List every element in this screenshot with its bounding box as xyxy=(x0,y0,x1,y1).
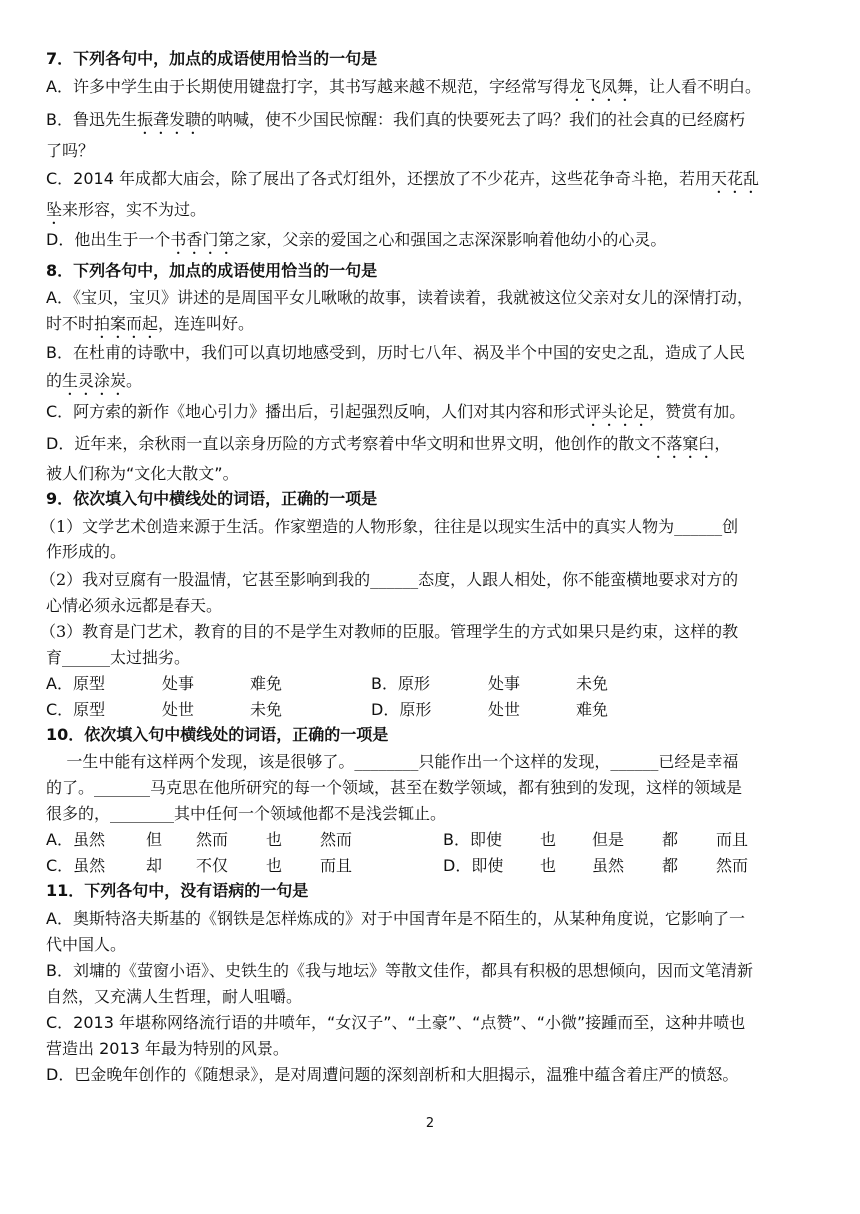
page-number: 2 xyxy=(425,1116,435,1131)
q11-option-c: C．2013 年堪称网络流行语的井喷年，“女汉子”、“土豪”、“点赞”、“小微”接踵而至，这种井喷也 xyxy=(46,1013,746,1032)
q10-option-a-5: 然而 xyxy=(320,830,353,849)
q10-option-b-1: B．即使 xyxy=(443,830,502,849)
q8-title: 8．下列各句中，加点的成语使用恰当的一句是 xyxy=(46,261,378,280)
q11-option-b: B．刘墉的《萤窗小语》、史铁生的《我与地坛》等散文佳作，都具有积极的思想倾向，因而文笔清新 xyxy=(46,961,753,980)
q9-option-d-3: 难免 xyxy=(576,700,609,719)
q8-option-d: D．近年来，余秋雨一直以亲身历险的方式考察着中华文明和世界文明，他创作的散文不落窠臼， xyxy=(46,434,731,453)
q9-sentence-2-cont: 心情必须永远都是春天。 xyxy=(46,596,223,615)
q9-option-c-2: 处世 xyxy=(162,700,195,719)
q9-sentence-3: （3）教育是门艺术，教育的目的不是学生对教师的臣服。管理学生的方式如果只是约束，这样的教 xyxy=(40,622,739,641)
q9-option-c-1: C．原型 xyxy=(46,700,106,719)
q11-option-d: D．巴金晚年创作的《随想录》，是对周遭问题的深刻剖析和大胆揭示，温雅中蕴含着庄严的愤怒。 xyxy=(46,1065,739,1084)
q8-c-idiom: 评头论足 xyxy=(585,402,650,421)
q11-title: 11．下列各句中，没有语病的一句是 xyxy=(46,881,309,900)
q9-option-a-3: 难免 xyxy=(250,674,283,693)
q9-option-c-3: 未免 xyxy=(250,700,283,719)
q11-option-c-cont: 营造出 2013 年最为特别的风景。 xyxy=(46,1039,289,1058)
q8-a-idiom: 拍案而起 xyxy=(94,314,159,333)
q10-option-b-5: 而且 xyxy=(716,830,749,849)
q10-option-a-3: 然而 xyxy=(196,830,229,849)
q11-option-a: A．奥斯特洛夫斯基的《钢铁是怎样炼成的》对于中国青年是不陌生的，从某种角度说，它影响了一 xyxy=(46,909,745,928)
q8-b-idiom: 生灵涂炭 xyxy=(62,371,127,390)
q7-c-idiom: 天花乱 xyxy=(710,169,759,188)
q7-option-c-cont: 坠来形容，实不为过。 xyxy=(46,200,207,219)
q7-option-c: C．2014 年成都大庙会，除了展出了各式灯组外，还摆放了不少花卉，这些花争奇斗艳，若用天花乱 xyxy=(46,169,759,188)
q10-option-b-2: 也 xyxy=(540,830,557,849)
q8-option-a-cont: 时不时拍案而起，连连叫好。 xyxy=(46,314,255,333)
q9-option-a-2: 处事 xyxy=(162,674,195,693)
q10-option-b-3: 但是 xyxy=(592,830,625,849)
q10-option-d-1: D．即使 xyxy=(443,856,504,875)
q10-option-a-1: A．虽然 xyxy=(46,830,105,849)
q10-option-d-3: 虽然 xyxy=(592,856,625,875)
q10-passage-3: 很多的，________其中任何一个领域他都不是浅尝辄止。 xyxy=(46,804,447,823)
q11-option-b-cont: 自然，又充满人生哲理，耐人咀嚼。 xyxy=(46,987,303,1006)
q7-b-idiom: 振聋发聩 xyxy=(136,110,201,129)
q10-option-d-4: 都 xyxy=(662,856,679,875)
q10-option-b-4: 都 xyxy=(662,830,679,849)
q10-option-d-5: 然而 xyxy=(716,856,749,875)
q10-option-a-2: 但 xyxy=(146,830,163,849)
q7-title: 7．下列各句中，加点的成语使用恰当的一句是 xyxy=(46,49,378,68)
q10-option-d-2: 也 xyxy=(540,856,557,875)
q7-option-d: D．他出生于一个书香门第之家，父亲的爱国之心和强国之志深深影响着他幼小的心灵。 xyxy=(46,230,667,249)
q10-option-a-4: 也 xyxy=(266,830,283,849)
q8-d-idiom: 不落窠臼 xyxy=(650,434,715,453)
q8-option-a: A．《宝贝，宝贝》讲述的是周国平女儿啾啾的故事，读着读着，我就被这位父亲对女儿的深情打动， xyxy=(46,288,753,307)
q9-sentence-1: （1）文学艺术创造来源于生活。作家塑造的人物形象，往往是以现实生活中的真实人物为______创 xyxy=(40,517,739,536)
q9-sentence-3-cont: 育______太过拙劣。 xyxy=(46,648,191,667)
q9-option-b-2: 处事 xyxy=(488,674,521,693)
q10-option-c-5: 而且 xyxy=(320,856,353,875)
q8-option-c: C．阿方索的新作《地心引力》播出后，引起强烈反响，人们对其内容和形式评头论足，赞赏有加。 xyxy=(46,402,746,421)
q10-passage-1: 一生中能有这样两个发现，该是很够了。________只能作出一个这样的发现，______已经是幸福 xyxy=(46,752,739,771)
q10-option-c-4: 也 xyxy=(266,856,283,875)
q11-option-a-cont: 代中国人。 xyxy=(46,935,127,954)
q10-option-c-2: 却 xyxy=(146,856,163,875)
q9-option-a-1: A．原型 xyxy=(46,674,105,693)
q7-option-a: A．许多中学生由于长期使用键盘打字，其书写越来越不规范，字经常写得龙飞凤舞，让人看不明白。 xyxy=(46,77,761,96)
q10-passage-2: 的了。_______马克思在他所研究的每一个领域，甚至在数学领域，都有独到的发现，这样的领域是 xyxy=(46,778,743,797)
q8-option-b-cont: 的生灵涂炭。 xyxy=(46,371,143,390)
q9-option-d-1: D．原形 xyxy=(371,700,432,719)
q9-option-d-2: 处世 xyxy=(488,700,521,719)
q9-sentence-1-cont: 作形成的。 xyxy=(46,542,127,561)
q8-option-b: B．在杜甫的诗歌中，我们可以真切地感受到，历时七八年、祸及半个中国的安史之乱，造成了人民 xyxy=(46,343,745,362)
q10-title: 10．依次填入句中横线处的词语，正确的一项是 xyxy=(46,725,389,744)
q10-option-c-3: 不仅 xyxy=(196,856,229,875)
q7-option-b: B．鲁迅先生振聋发聩的呐喊，使不少国民惊醒：我们真的快要死去了吗？我们的社会真的已经腐朽 xyxy=(46,110,746,129)
q9-option-b-3: 未免 xyxy=(576,674,609,693)
q9-sentence-2: （2）我对豆腐有一股温情，它甚至影响到我的______态度，人跟人相处，你不能蛮横地要求对方的 xyxy=(40,570,739,589)
q9-option-b-1: B．原形 xyxy=(371,674,430,693)
q7-d-idiom: 书香门第 xyxy=(170,230,235,249)
q7-a-idiom: 龙飞凤舞 xyxy=(568,77,633,96)
q9-title: 9．依次填入句中横线处的词语，正确的一项是 xyxy=(46,489,378,508)
q7-option-b-cont: 了吗？ xyxy=(46,141,95,160)
q8-option-d-cont: 被人们称为“文化大散文”。 xyxy=(46,464,239,483)
q10-option-c-1: C．虽然 xyxy=(46,856,106,875)
